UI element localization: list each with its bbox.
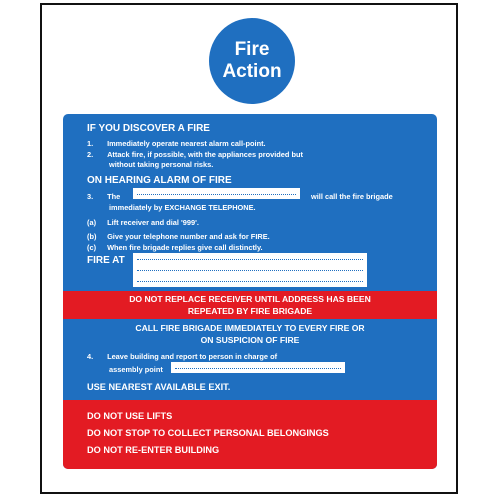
- item-number: 2.: [87, 150, 94, 159]
- dotted-line: [137, 259, 363, 260]
- dont-collect-belongings: DO NOT STOP TO COLLECT PERSONAL BELONGINGS: [87, 428, 329, 438]
- do-not-band: [63, 400, 437, 469]
- sub-label: (a): [87, 218, 97, 227]
- item-text: Immediately operate nearest alarm call-point.: [107, 139, 266, 148]
- sub-text: Give your telephone number and ask for FIRE.: [107, 232, 270, 241]
- instructions-panel: [63, 114, 437, 469]
- discover-item-2-cont: without taking personal risks.: [109, 160, 214, 169]
- item-text: Leave building and report to person in charge of: [107, 352, 278, 361]
- hearing-item-3-suffix: will call the fire brigade: [311, 192, 393, 201]
- fire-at-label: FIRE AT: [87, 255, 125, 266]
- dotted-line: [137, 281, 363, 282]
- item-prefix: The: [107, 192, 121, 201]
- item-text: Attack fire, if possible, with the appliances provided but: [107, 150, 303, 159]
- assembly-point-field[interactable]: [171, 362, 345, 373]
- sub-label: (b): [87, 232, 97, 241]
- dotted-line: [137, 270, 363, 271]
- sub-label: (c): [87, 243, 97, 252]
- receiver-warning-band: [63, 291, 437, 319]
- discover-item-2: [87, 150, 303, 159]
- sub-text: When fire brigade replies give call distinctly.: [107, 243, 263, 252]
- fire-action-badge: [209, 18, 295, 104]
- warning-line-1: DO NOT REPLACE RECEIVER UNTIL ADDRESS HAS BEEN: [129, 294, 371, 304]
- person-name-field[interactable]: [133, 188, 300, 199]
- hearing-item-3-cont: immediately by EXCHANGE TELEPHONE.: [109, 203, 256, 212]
- item-number: 3.: [87, 192, 94, 201]
- dont-use-lifts: DO NOT USE LIFTS: [87, 411, 173, 421]
- dont-reenter-building: DO NOT RE-ENTER BUILDING: [87, 445, 220, 455]
- nearest-exit-text: USE NEAREST AVAILABLE EXIT.: [87, 382, 231, 392]
- discover-item-1: [87, 139, 266, 148]
- fire-at-address-field[interactable]: [133, 253, 367, 287]
- leave-item-4: [87, 352, 277, 361]
- hearing-sub-b: [87, 232, 270, 241]
- discover-heading: IF YOU DISCOVER A FIRE: [87, 123, 210, 134]
- sub-text: Lift receiver and dial '999'.: [107, 218, 199, 227]
- hearing-item-3: [87, 192, 120, 201]
- item-number: 4.: [87, 352, 94, 361]
- dotted-line: [137, 194, 296, 195]
- warning-line-2: REPEATED BY FIRE BRIGADE: [187, 306, 313, 316]
- item-number: 1.: [87, 139, 94, 148]
- hearing-heading: ON HEARING ALARM OF FIRE: [87, 175, 232, 186]
- hearing-sub-a: [87, 218, 199, 227]
- badge-title-line1: Fire: [234, 39, 270, 60]
- leave-item-4-cont: assembly point: [109, 365, 163, 374]
- dotted-line: [175, 368, 341, 369]
- call-brigade-line-1: CALL FIRE BRIGADE IMMEDIATELY TO EVERY FIRE OR: [135, 323, 365, 333]
- badge-title-line2: Action: [222, 61, 282, 82]
- call-brigade-line-2: ON SUSPICION OF FIRE: [200, 335, 300, 345]
- hearing-sub-c: [87, 243, 263, 252]
